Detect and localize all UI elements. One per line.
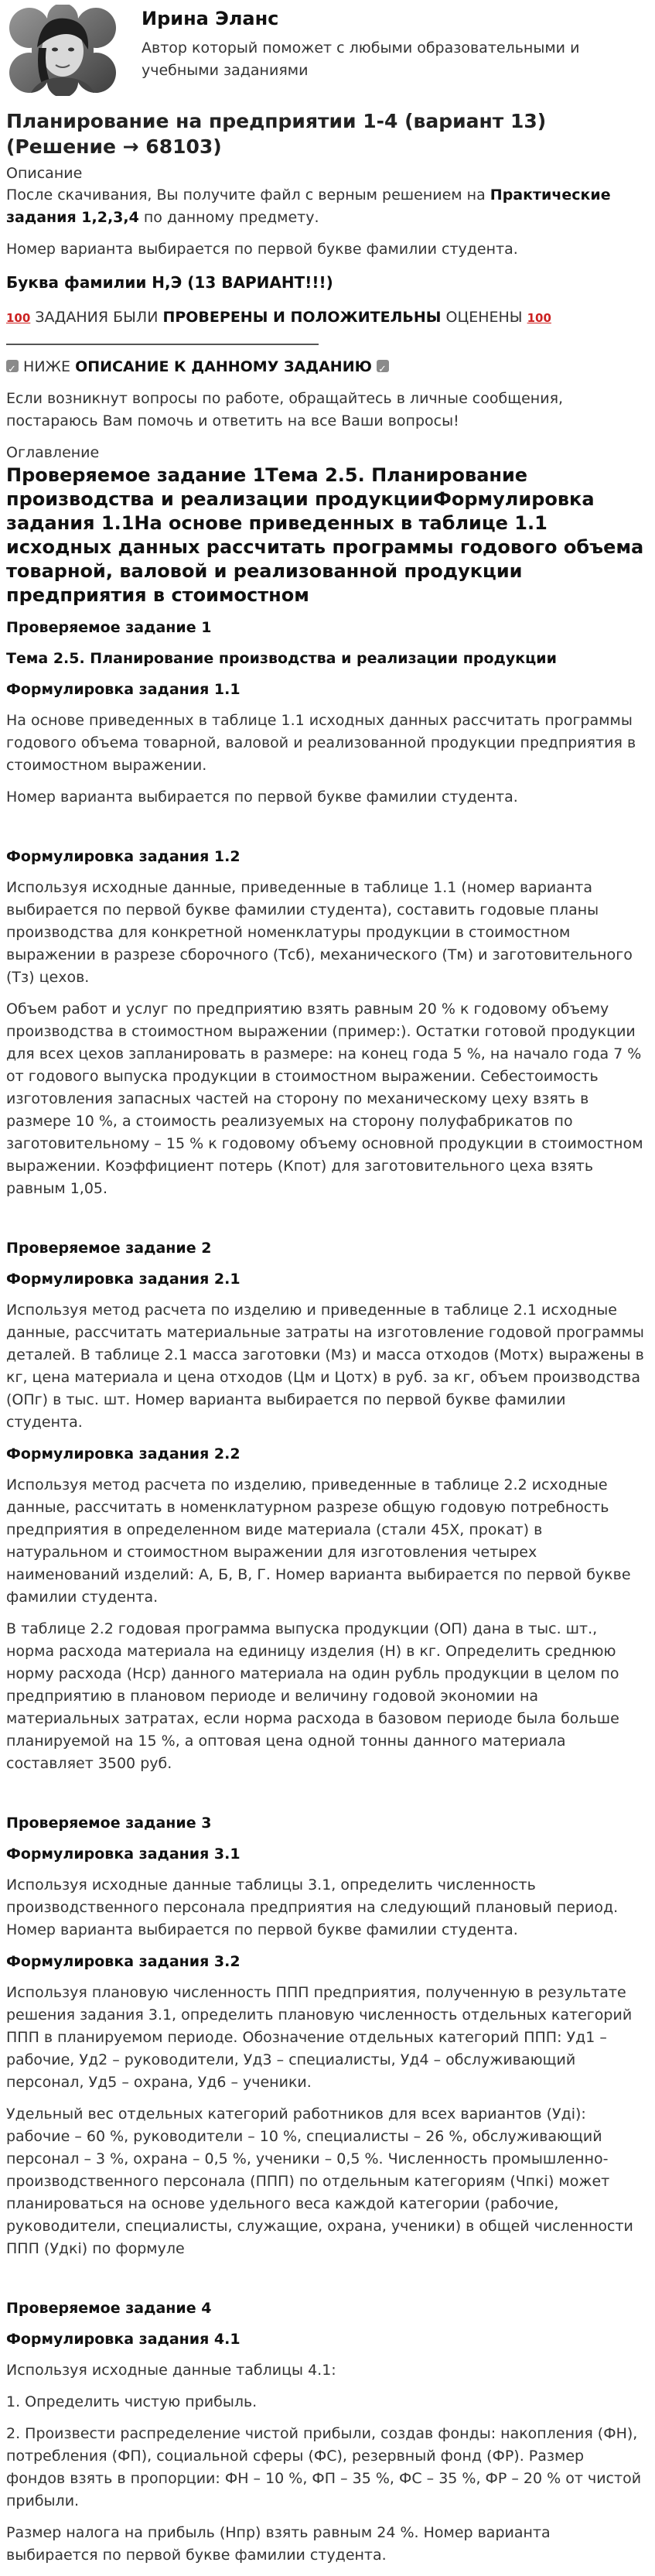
below-note: [6, 356, 645, 378]
task3-heading: Проверяемое задание 3: [6, 1815, 212, 1832]
author-description: Автор который поможет с любыми образовательными и учебными заданиями: [142, 39, 580, 79]
author-name[interactable]: Ирина Эланс: [142, 8, 279, 29]
task1-1-text: На основе приведенных в таблице 1.1 исходных данных рассчитать программы годового объема товарной, валовой и реализованной продукции предприятия в стоимостном выражении.: [6, 712, 636, 774]
task1-1-variant: Номер варианта выбирается по первой букве фамилии студента.: [6, 789, 518, 806]
toc-heading[interactable]: Проверяемое задание 1Тема 2.5. Планирование производства и реализации продукцииФормулировка задания 1.1На основе приведенных в таблице 1.1 исходных данных рассчитать программы годового объема товарной, валовой и реализованной продукции предприятия в стоимостном: [6, 464, 644, 606]
avatar[interactable]: [6, 5, 119, 96]
task2-1-heading: Формулировка задания 2.1: [6, 1271, 241, 1288]
spacer: [6, 1784, 645, 1812]
task3-2-text-2: Удельный вес отдельных категорий работников для всех вариантов (Удi): рабочие – 60 %, руководители – 10 %, специалисты – 26 %, обслуживающий персонал – 3 %, охрана – 0,5 %, ученики – 0,5 %. Численность промышленно-производственного персонала (ППП) по отдельным категориям (Чпкi) может планироваться на основе удельного веса каждой категории (рабочие, руководители, специалисты, служащие, охрана, ученики) в общей численности ППП (Удкi) по формуле: [6, 2106, 633, 2257]
download-note-text: После скачивания, Вы получите файл с верным решением на: [6, 186, 490, 204]
task2-1-text: Используя метод расчета по изделию и приведенные в таблице 2.1 исходные данные, рассчитать материальные затраты на изготовление годовой программы деталей. В таблице 2.1 масса заготовки (Мз) и масса отходов (Мотх) выражены в кг, цена материала и цена отходов (Цм и Цотх) в руб. за кг, объем производства (ОПг) в тыс. шт. Номер варианта выбирается по первой букве фамилии студента.: [6, 1302, 644, 1431]
hundred-icon: 100: [527, 311, 551, 325]
spacer: [6, 1209, 645, 1237]
task3-2-text: Используя плановую численность ППП предприятия, полученную в результате решения задания 3.1, определить плановую численность отдельных категорий ППП в планируемом периоде. Обозначение отдельных категорий ППП: Уд1 – рабочие, Уд2 – руководители, Уд3 – специалисты, Уд4 – обслуживающий персонал, Уд5 – охрана, Уд6 – ученики.: [6, 1984, 633, 2091]
spacer: [6, 818, 645, 846]
task4-1-item-1: 1. Определить чистую прибыль.: [6, 2393, 258, 2410]
spacer: [6, 2270, 645, 2297]
task1-2-heading: Формулировка задания 1.2: [6, 848, 241, 865]
task2-2-text-2: В таблице 2.2 годовая программа выпуска продукции (ОП) дана в тыс. шт., норма расхода материала на единицу изделия (Н) в кг. Определить среднюю норму расхода (Нср) данного материала на один рубль продукции в целом по предприятию в плановом периоде и величину годовой экономии на материальных затратах, если норма расхода в базовом периоде была больше планируемой на 15 %, а оптовая цена одной тонны данного материала составляет 3500 руб.: [6, 1620, 619, 1772]
task1-2-text-2: Объем работ и услуг по предприятию взять равным 20 % к годовому объему производства в стоимостном выражении (пример:). Остатки готовой продукции для всех цехов запланировать в размере: на конец года 5 %, на начало года 7 % от годового выпуска продукции в стоимостном выражении. Себестоимость изготовления запасных частей на сторону по механическому цеху взять в размере 10 %, а стоимость реализуемых на сторону полуфабрикатов по заготовительному – 15 % к годовому объему основной продукции в стоимостном выражении. Коэффициент потерь (Кпот) для заготовительного цеха взять равным 1,05.: [6, 1001, 643, 1197]
toc-label: Оглавление: [6, 444, 100, 461]
task1-2-text: Используя исходные данные, приведенные в таблице 1.1 (номер варианта выбирается по первой букве фамилии студента), составить годовые планы производства для конкретной номенклатуры продукции в стоимостном выражении в разрезе сборочного (Тсб), механического (Тм) и заготовительного (Тз) цехов.: [6, 879, 633, 986]
task4-1-item-2: 2. Произвести распределение чистой прибыли, создав фонды: накопления (ФН), потребления (ФП), социальной сферы (ФС), резервный фонд (ФР). Размер фондов взять в пропорции: ФН – 10 %, ФП – 35 %, ФС – 35 %, ФР – 20 % от чистой прибыли.: [6, 2425, 642, 2509]
below-note-text: НИЖЕ: [19, 358, 76, 375]
task3-2-heading: Формулировка задания 3.2: [6, 1953, 241, 1970]
download-note: [6, 184, 645, 229]
download-note-tail: по данному предмету.: [138, 209, 319, 226]
variant-note: Номер варианта выбирается по первой букве фамилии студента.: [6, 241, 518, 258]
task1-heading: Проверяемое задание 1: [6, 619, 212, 636]
description-label: Описание: [6, 165, 83, 182]
task4-heading: Проверяемое задание 4: [6, 2300, 212, 2317]
task4-1-heading: Формулировка задания 4.1: [6, 2331, 241, 2348]
below-note-bold: ОПИСАНИЕ К ДАННОМУ ЗАДАНИЮ: [75, 358, 372, 375]
divider: [6, 344, 319, 345]
surname-letter-line: Буква фамилии Н,Э (13 ВАРИАНТ!!!): [6, 273, 333, 292]
page-title: Планирование на предприятии 1-4 (вариант 13) (Решение → 68103): [6, 110, 547, 158]
checkbox-icon: [6, 360, 19, 372]
task2-2-heading: Формулировка задания 2.2: [6, 1445, 241, 1462]
checkbox-icon: [377, 360, 389, 372]
task1-topic: Тема 2.5. Планирование производства и реализации продукции: [6, 650, 557, 667]
task4-1-intro: Используя исходные данные таблицы 4.1:: [6, 2362, 336, 2379]
checked-note-bold: ПРОВЕРЕНЫ И ПОЛОЖИТЕЛЬНЫ: [162, 309, 442, 326]
task4-1-tax: Размер налога на прибыль (Нпр) взять равным 24 %. Номер варианта выбирается по первой букве фамилии студента.: [6, 2524, 551, 2564]
author-header: [0, 0, 655, 101]
hundred-icon: 100: [6, 311, 31, 325]
task3-1-text: Используя исходные данные таблицы 3.1, определить численность производственного персонала предприятия на следующий плановый период. Номер варианта выбирается по первой букве фамилии студента.: [6, 1876, 619, 1938]
task2-2-text: Используя метод расчета по изделию, приведенные в таблице 2.2 исходные данные, рассчитать в номенклатурном разрезе общую годовую потребность предприятия в определенном виде материала (стали 45Х, прокат) в натуральном и стоимостном выражении для изготовления четырех наименований изделий: А, Б, В, Г. Номер варианта выбирается по первой букве фамилии студента.: [6, 1476, 631, 1606]
task2-heading: Проверяемое задание 2: [6, 1240, 212, 1257]
checked-note-tail: ОЦЕНЕНЫ: [441, 309, 527, 326]
task3-1-heading: Формулировка задания 3.1: [6, 1846, 241, 1863]
checked-note-text: ЗАДАНИЯ БЫЛИ: [30, 309, 163, 326]
main-content: [6, 108, 645, 2576]
checked-note: [6, 306, 645, 330]
contact-note: Если возникнут вопросы по работе, обращайтесь в личные сообщения, постараюсь Вам помочь и ответить на все Ваши вопросы!: [6, 390, 564, 429]
avatar-image: [6, 5, 119, 96]
task1-1-heading: Формулировка задания 1.1: [6, 681, 241, 698]
download-note-bold: Практические задания 1,2,3,4: [6, 186, 611, 226]
